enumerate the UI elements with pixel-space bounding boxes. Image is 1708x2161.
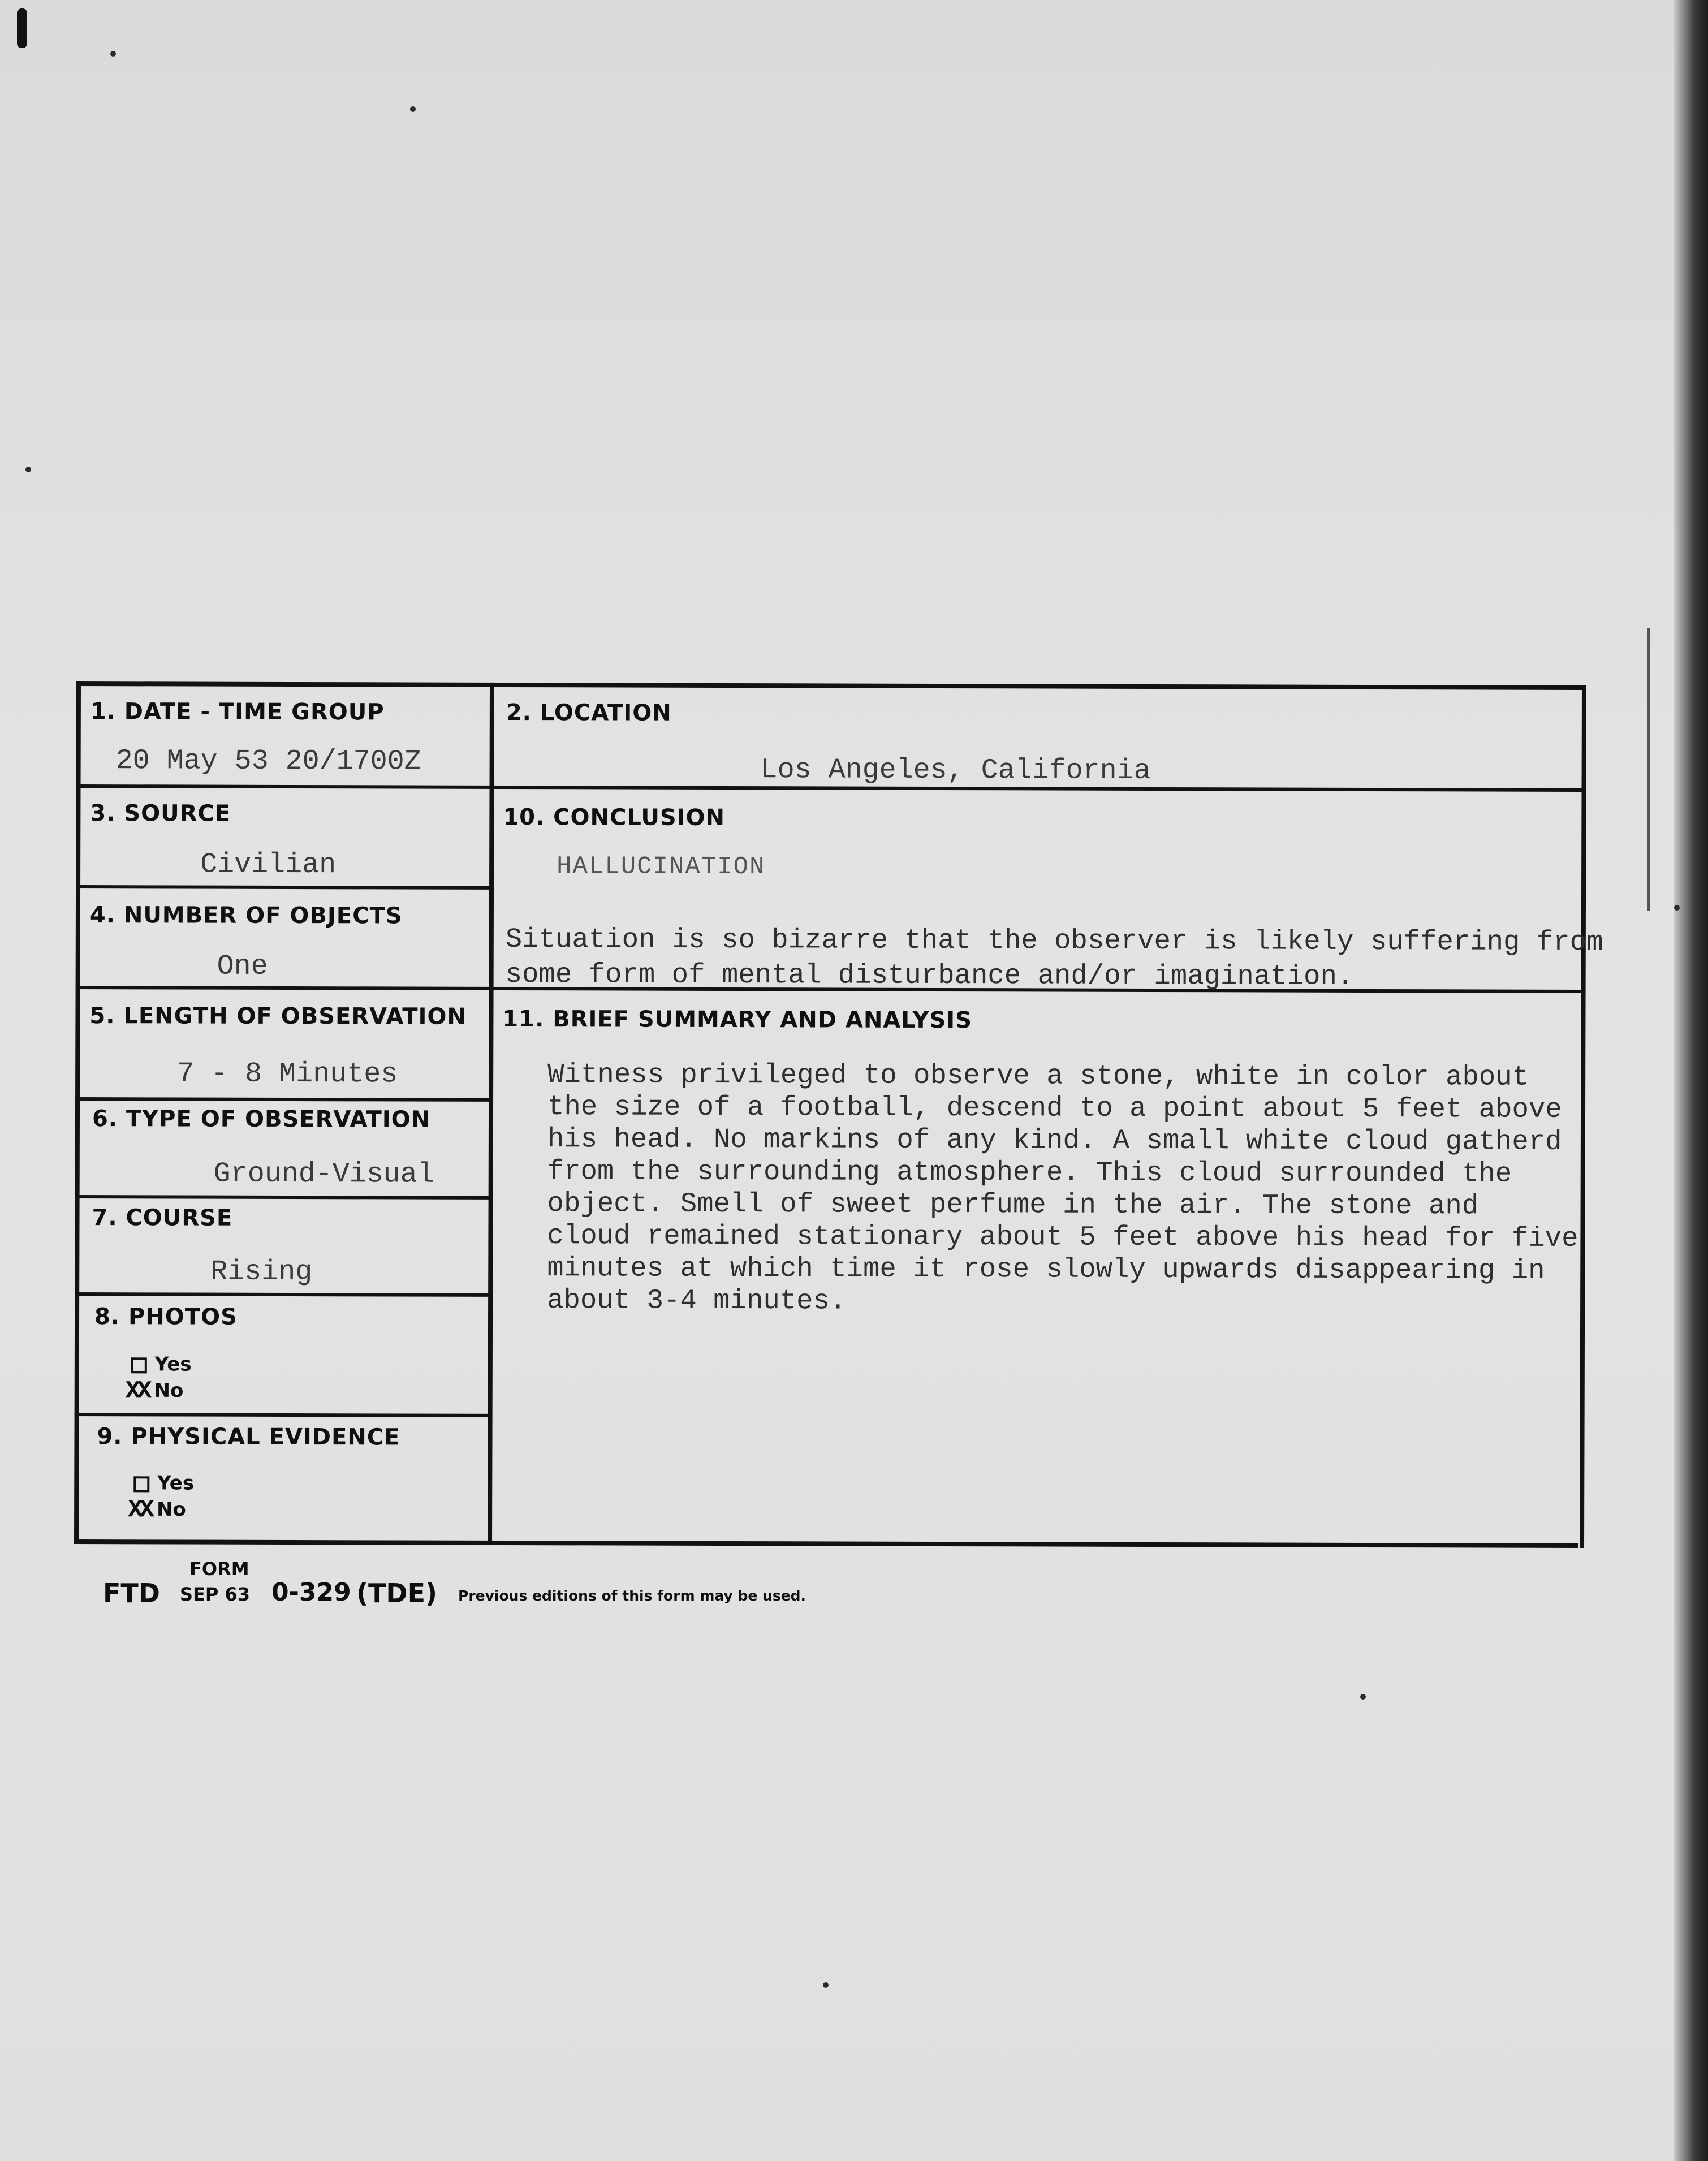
- brief-summary-label: 11. BRIEF SUMMARY AND ANALYSIS: [502, 1006, 973, 1034]
- physical-evidence-yes-option: [133, 1472, 194, 1494]
- date-time-group-value: 20 May 53 20/1700Z: [115, 745, 421, 778]
- summary-line: object. Smell of sweet perfume in the air. The stone and: [547, 1188, 1479, 1222]
- summary-line: minutes at which time it rose slowly upwards disappearing in: [547, 1252, 1545, 1287]
- footer-date: SEP 63: [180, 1584, 251, 1605]
- length-of-observation-label: 5. LENGTH OF OBSERVATION: [89, 1003, 467, 1030]
- report-form: [74, 681, 1603, 1548]
- photos-label: 8. PHOTOS: [94, 1304, 238, 1330]
- summary-line: the size of a football, descend to a point about 5 feet above: [547, 1091, 1562, 1125]
- course-label: 7. COURSE: [92, 1205, 233, 1231]
- checkbox-empty-icon: [133, 1476, 149, 1492]
- scan-mark: [17, 8, 27, 48]
- footer-form-number: 0-329: [271, 1578, 351, 1607]
- brief-summary-text: [547, 1059, 1605, 1319]
- row-divider: [75, 1195, 491, 1200]
- photos-no-label: No: [154, 1379, 184, 1402]
- summary-line: from the surrounding atmosphere. This cloud surrounded the: [547, 1155, 1512, 1190]
- row-divider: [75, 1292, 490, 1297]
- type-of-observation-label: 6. TYPE OF OBSERVATION: [92, 1106, 431, 1133]
- summary-line: his head. No markins of any kind. A small white cloud gatherd: [547, 1123, 1562, 1158]
- footer-note: Previous editions of this form may be used.: [458, 1588, 806, 1604]
- conclusion-line: some form of mental disturbance and/or imagination.: [505, 958, 1354, 993]
- scan-speck: [823, 1982, 829, 1988]
- checkbox-x-mark-icon: XX: [125, 1377, 149, 1406]
- date-time-group-label: 1. DATE - TIME GROUP: [90, 698, 385, 726]
- length-of-observation-value: 7 - 8 Minutes: [177, 1058, 398, 1091]
- scan-speck: [1360, 1694, 1366, 1700]
- conclusion-text: [506, 922, 1603, 995]
- physical-evidence-no-option: [128, 1496, 186, 1524]
- summary-line: cloud remained stationary about 5 feet above his head for five: [547, 1220, 1578, 1254]
- photos-no-option: [126, 1377, 184, 1405]
- photos-yes-label: Yes: [154, 1353, 192, 1376]
- row-divider: [75, 1413, 490, 1417]
- summary-line: about 3-4 minutes.: [547, 1284, 847, 1317]
- type-of-observation-value: Ground-Visual: [213, 1158, 434, 1191]
- row-divider: [75, 1097, 491, 1102]
- footer-department: (TDE): [356, 1578, 438, 1608]
- scan-speck: [1674, 905, 1680, 911]
- conclusion-line: Situation is so bizarre that the observer is likely suffering from: [505, 923, 1603, 959]
- conclusion-value: HALLUCINATION: [557, 852, 766, 882]
- number-of-objects-value: One: [217, 950, 268, 983]
- location-label: 2. LOCATION: [506, 699, 672, 726]
- conclusion-label: 10. CONCLUSION: [503, 804, 726, 831]
- source-value: Civilian: [200, 848, 337, 882]
- row-divider: [76, 885, 491, 890]
- scan-speck: [110, 51, 116, 57]
- scan-edge-shadow: [1674, 0, 1708, 2161]
- summary-line: Witness privileged to observe a stone, white in color about: [547, 1059, 1529, 1093]
- checkbox-x-mark-icon: XX: [128, 1496, 152, 1525]
- physical-evidence-no-label: No: [156, 1498, 186, 1521]
- source-label: 3. SOURCE: [90, 800, 231, 827]
- checkbox-empty-icon: [131, 1357, 147, 1373]
- scan-speck: [25, 467, 31, 472]
- scan-line: [1647, 628, 1650, 911]
- course-value: Rising: [210, 1256, 313, 1289]
- number-of-objects-label: 4. NUMBER OF OBJECTS: [89, 902, 403, 929]
- physical-evidence-label: 9. PHYSICAL EVIDENCE: [97, 1424, 400, 1451]
- scan-speck: [410, 106, 416, 112]
- footer-ftd: FTD: [103, 1578, 160, 1608]
- footer-form-word: FORM: [189, 1558, 249, 1580]
- location-value: Los Angeles, California: [760, 754, 1151, 787]
- photos-yes-option: [131, 1353, 192, 1375]
- physical-evidence-yes-label: Yes: [157, 1472, 195, 1495]
